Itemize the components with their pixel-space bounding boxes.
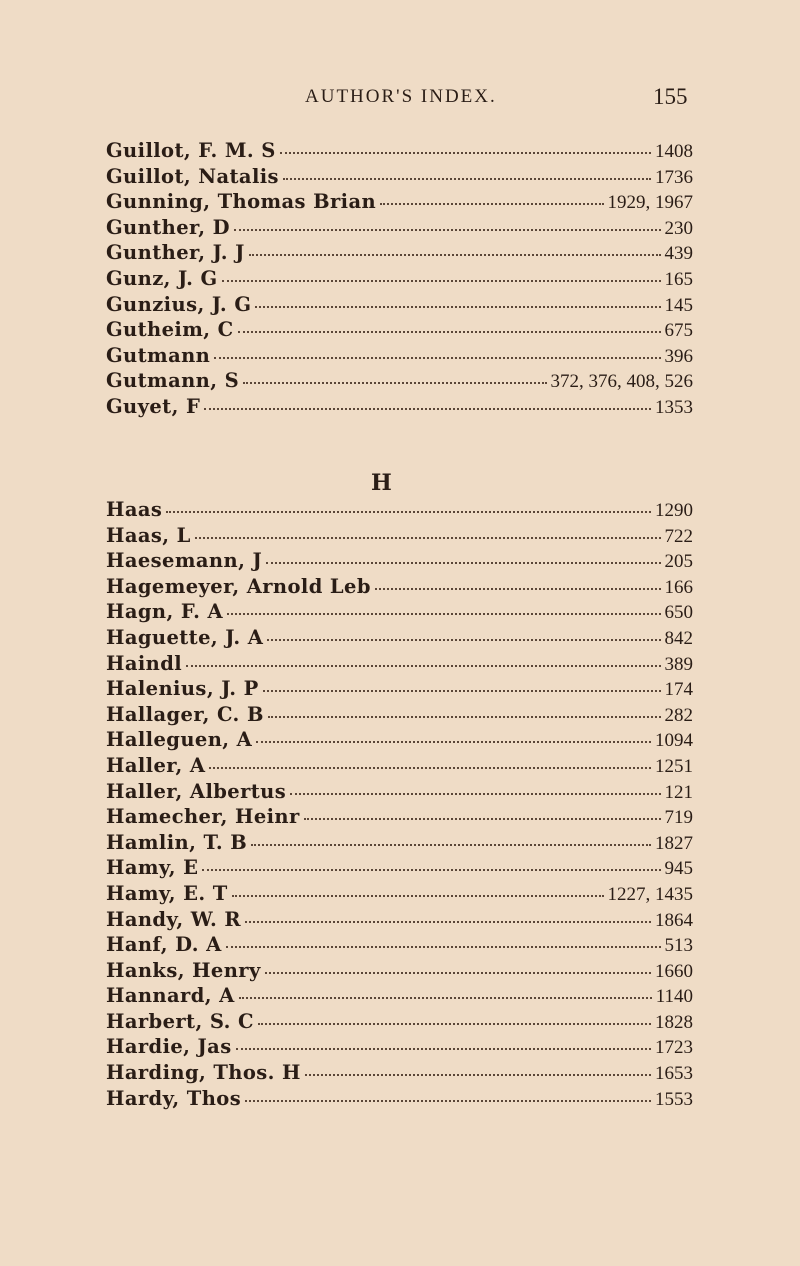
entry-name: Haindl (106, 651, 183, 675)
page-number: 155 (653, 84, 688, 109)
index-entry (106, 599, 693, 625)
dot-leader (245, 1099, 651, 1102)
entry-name: Hamy, E. T (106, 881, 228, 905)
index-entry (106, 932, 693, 958)
index-entry (106, 368, 693, 394)
index-entry (106, 753, 693, 779)
index-entry (106, 983, 693, 1009)
index-entry (106, 830, 693, 856)
entry-name: Halleguen, A (106, 728, 253, 752)
dot-leader (226, 945, 661, 948)
entry-name: Haas (106, 498, 163, 521)
entry-name: Handy, W. R (106, 907, 241, 931)
dot-leader (186, 664, 660, 667)
dot-leader (255, 305, 660, 308)
entry-pages: 650 (664, 602, 693, 624)
dot-leader (280, 151, 651, 154)
dot-leader (227, 612, 660, 615)
index-entry (106, 625, 693, 651)
entry-name: Harbert, S. C (106, 1009, 254, 1033)
entry-name: Harding, Thos. H (106, 1061, 301, 1085)
index-entry (106, 292, 693, 318)
index-entry (106, 574, 693, 600)
section-letter: H (371, 470, 392, 496)
dot-leader (234, 228, 661, 231)
entry-pages: 1140 (655, 986, 693, 1008)
entry-pages: 1736 (655, 166, 693, 188)
dot-leader (249, 253, 661, 256)
entry-pages: 1251 (655, 755, 693, 777)
entry-pages: 842 (664, 627, 693, 649)
entry-pages: 174 (664, 679, 693, 701)
entry-pages: 675 (664, 320, 693, 342)
dot-leader (202, 868, 660, 871)
index-entry (106, 958, 693, 984)
entry-pages: 439 (664, 243, 693, 265)
entry-pages: 145 (664, 294, 693, 316)
entry-name: Guillot, Natalis (106, 164, 279, 188)
index-list-g (106, 138, 693, 420)
entry-pages: 1653 (655, 1063, 693, 1085)
running-head: AUTHOR'S INDEX. (305, 86, 497, 107)
entry-name: Gutmann, S (106, 369, 240, 393)
entry-name: Haas, L (106, 523, 191, 547)
entry-name: Haesemann, J (106, 549, 263, 573)
dot-leader (263, 689, 661, 692)
entry-name: Guillot, F. M. S (106, 139, 276, 162)
entry-pages: 1828 (655, 1011, 693, 1033)
entry-pages: 282 (664, 704, 693, 726)
index-entry (106, 804, 693, 830)
dot-leader (290, 792, 660, 795)
entry-name: Hannard, A (106, 984, 235, 1008)
entry-pages: 1227, 1435 (607, 883, 693, 905)
entry-pages: 166 (664, 576, 693, 598)
index-entry (106, 343, 693, 369)
dot-leader (236, 1047, 651, 1050)
entry-name: Haller, Albertus (106, 779, 287, 803)
entry-pages: 945 (664, 858, 693, 880)
dot-leader (243, 381, 546, 384)
entry-name: Hallager, C. B (106, 702, 264, 726)
entry-pages: 1723 (655, 1037, 693, 1059)
dot-leader (256, 740, 651, 743)
entry-name: Gutmann (106, 343, 211, 367)
index-entry (106, 164, 693, 190)
entry-name: Gunning, Thomas Brian (106, 190, 377, 214)
entry-pages: 230 (664, 217, 693, 239)
index-entry (106, 548, 693, 574)
entry-name: Hardie, Jas (106, 1035, 232, 1059)
index-entry (106, 779, 693, 805)
index-entry (106, 317, 693, 343)
index-entry (106, 1034, 693, 1060)
entry-pages: 1553 (655, 1088, 693, 1110)
entry-pages: 1094 (655, 730, 693, 752)
entry-name: Halenius, J. P (106, 677, 259, 701)
entry-name: Gunther, D (106, 215, 230, 239)
dot-leader (304, 817, 661, 820)
dot-leader (222, 279, 661, 282)
index-entry (106, 394, 693, 420)
dot-leader (265, 971, 651, 974)
dot-leader (195, 536, 661, 539)
entry-name: Hamy, E (106, 856, 199, 880)
entry-pages: 205 (664, 551, 693, 573)
entry-name: Gunzius, J. G (106, 292, 252, 316)
entry-pages: 165 (664, 268, 693, 290)
entry-name: Gutheim, C (106, 318, 234, 342)
index-entry (106, 727, 693, 753)
entry-pages: 1290 (655, 500, 693, 521)
entry-pages: 1929, 1967 (607, 192, 693, 214)
dot-leader (204, 407, 651, 410)
entry-pages: 1864 (655, 909, 693, 931)
dot-leader (305, 1073, 651, 1076)
index-entry (106, 855, 693, 881)
entry-pages: 719 (664, 807, 693, 829)
entry-name: Gunz, J. G (106, 266, 218, 290)
entry-name: Haller, A (106, 753, 206, 777)
entry-pages: 1408 (655, 141, 693, 162)
index-entry (106, 240, 693, 266)
dot-leader (375, 587, 661, 590)
entry-pages: 396 (664, 345, 693, 367)
entry-name: Hagemeyer, Arnold Leb (106, 574, 371, 598)
entry-pages: 389 (664, 653, 693, 675)
index-entry (106, 138, 693, 164)
index-entry (106, 189, 693, 215)
index-entry (106, 907, 693, 933)
dot-leader (245, 920, 651, 923)
index-list-h (106, 497, 693, 1111)
entry-pages: 121 (664, 781, 693, 803)
entry-name: Hagn, F. A (106, 600, 224, 624)
entry-name: Hamecher, Heinr (106, 805, 300, 829)
entry-pages: 372, 376, 408, 526 (550, 371, 693, 393)
index-entry (106, 1086, 693, 1112)
dot-leader (239, 996, 652, 999)
entry-pages: 722 (664, 525, 693, 547)
entry-name: Guyet, F (106, 394, 201, 418)
dot-leader (232, 894, 604, 897)
dot-leader (268, 715, 661, 718)
entry-pages: 513 (664, 935, 693, 957)
dot-leader (166, 510, 651, 513)
dot-leader (283, 177, 651, 180)
dot-leader (266, 561, 660, 564)
entry-pages: 1827 (655, 832, 693, 854)
index-entry (106, 651, 693, 677)
index-entry (106, 676, 693, 702)
dot-leader (214, 356, 660, 359)
entry-name: Haguette, J. A (106, 625, 264, 649)
index-entry (106, 497, 693, 523)
index-entry (106, 1009, 693, 1035)
index-entry (106, 702, 693, 728)
index-entry (106, 881, 693, 907)
index-entry (106, 523, 693, 549)
dot-leader (258, 1022, 651, 1025)
dot-leader (209, 766, 651, 769)
index-entry (106, 266, 693, 292)
dot-leader (380, 202, 603, 205)
dot-leader (267, 638, 660, 641)
entry-pages: 1353 (655, 396, 693, 418)
index-entry (106, 215, 693, 241)
entry-pages: 1660 (655, 960, 693, 982)
dot-leader (238, 330, 661, 333)
entry-name: Hanf, D. A (106, 933, 222, 957)
dot-leader (251, 843, 651, 846)
entry-name: Hamlin, T. B (106, 830, 248, 854)
entry-name: Gunther, J. J (106, 241, 245, 265)
entry-name: Hanks, Henry (106, 958, 261, 982)
entry-name: Hardy, Thos (106, 1086, 242, 1110)
index-entry (106, 1060, 693, 1086)
